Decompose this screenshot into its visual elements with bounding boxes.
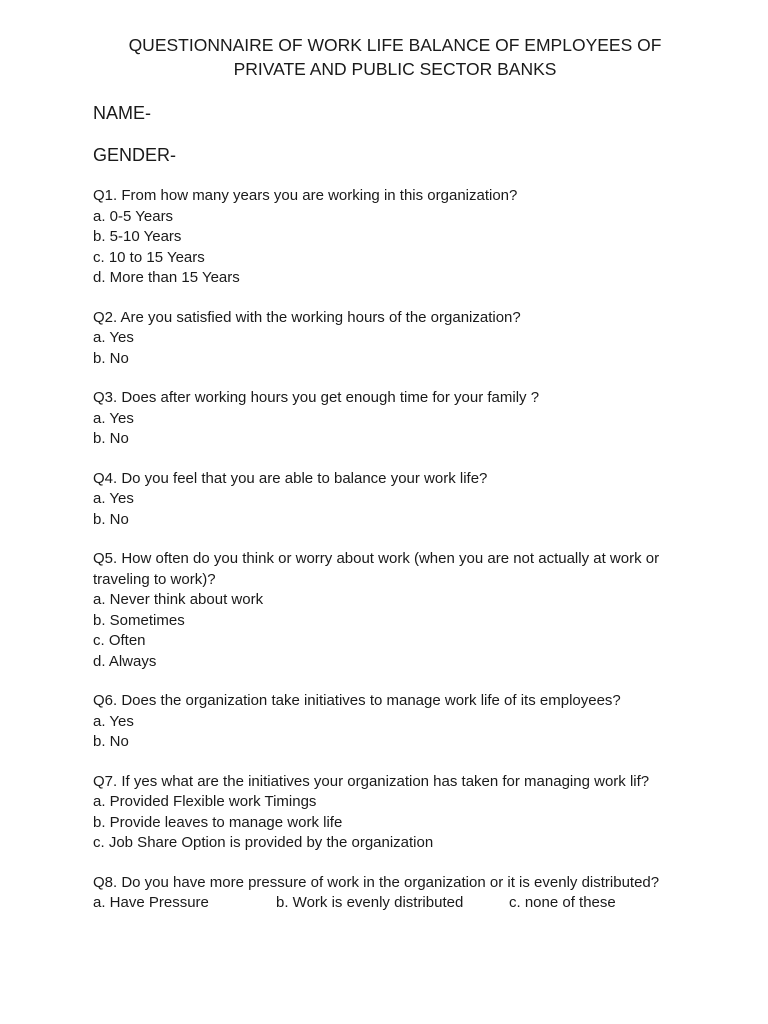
question-text: Q3. Does after working hours you get enough time for your family ? [93, 389, 540, 406]
answer-option: a. Yes [93, 329, 134, 346]
answer-option: a. Have Pressure [93, 894, 209, 911]
answer-option: c. Job Share Option is provided by the organization [93, 834, 434, 851]
title-line-1: QUESTIONNAIRE OF WORK LIFE BALANCE OF EMPLOYEES OF [128, 35, 662, 55]
answer-option: b. Provide leaves to manage work life [93, 813, 343, 831]
answer-option: a. Yes [93, 712, 134, 730]
answer-option: d. More than 15 Years [93, 269, 240, 286]
answer-option: a. Never think about work [93, 591, 264, 608]
question-text: Q2. Are you satisfied with the working hours of the organization? [93, 308, 521, 326]
question-list [93, 186, 713, 914]
document-title [75, 33, 715, 81]
question-1 [93, 186, 713, 289]
question-6 [93, 691, 713, 753]
question-text: Q4. Do you feel that you are able to balance your work life? [93, 469, 488, 487]
answer-option-row [93, 893, 713, 914]
answer-option: c. Often [93, 632, 146, 649]
question-text: Q5. How often do you think or worry about work (when you are not actually at work or traveling to work)? [93, 550, 660, 588]
answer-option: b. 5-10 Years [93, 228, 182, 245]
question-text: Q7. If yes what are the initiatives your organization has taken for managing work lif? [93, 772, 650, 790]
question-3 [93, 388, 713, 450]
answer-option: b. Work is evenly distributed [276, 894, 464, 911]
answer-option: b. No [93, 510, 129, 528]
question-text: Q6. Does the organization take initiatives to manage work life of its employees? [93, 692, 621, 709]
document-page [93, 33, 713, 933]
answer-option: a. Provided Flexible work Timings [93, 793, 317, 810]
gender-field-label: GENDER- [93, 145, 177, 165]
answer-option: d. Always [93, 652, 157, 670]
answer-option: b. No [93, 349, 129, 367]
question-8 [93, 873, 713, 914]
answer-option: b. No [93, 430, 129, 447]
answer-option: a. Yes [93, 490, 134, 507]
question-4 [93, 469, 713, 531]
name-field-label: NAME- [93, 103, 151, 123]
answer-option: b. Sometimes [93, 611, 185, 629]
answer-option: b. No [93, 733, 129, 750]
question-text: Q1. From how many years you are working in this organization? [93, 187, 518, 204]
title-line-2: PRIVATE AND PUBLIC SECTOR BANKS [233, 59, 557, 79]
answer-option: a. Yes [93, 409, 134, 427]
question-5 [93, 549, 713, 672]
answer-option: c. none of these [509, 894, 616, 911]
question-2 [93, 308, 713, 370]
question-7 [93, 772, 713, 854]
answer-option: c. 10 to 15 Years [93, 248, 205, 266]
question-text: Q8. Do you have more pressure of work in the organization or it is evenly distributed? [93, 873, 660, 891]
answer-option: a. 0-5 Years [93, 207, 174, 225]
